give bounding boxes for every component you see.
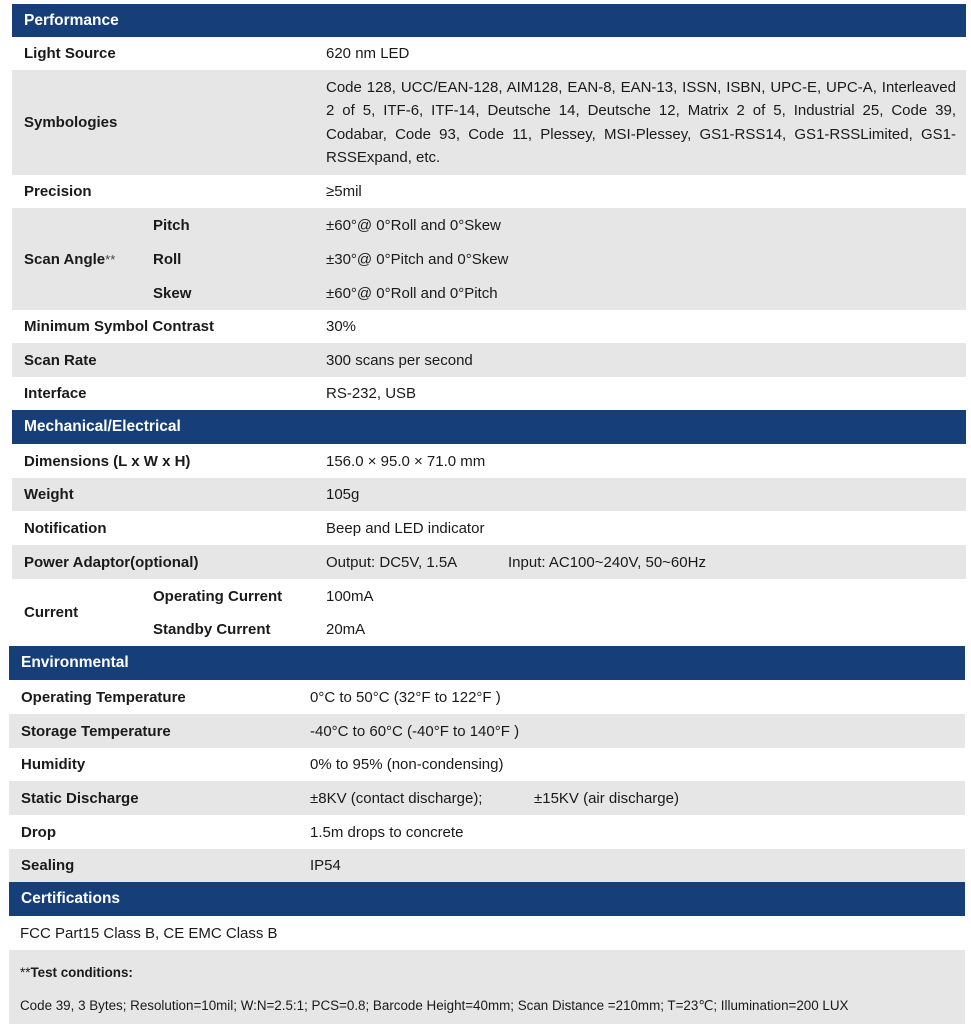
label-operating-current: Operating Current: [153, 587, 283, 605]
row-symbologies: [12, 70, 966, 175]
section-header-environmental: Environmental: [9, 646, 965, 680]
label-symbologies: Symbologies: [24, 114, 118, 131]
row-operating-temperature: [9, 680, 965, 714]
label-roll: Roll: [153, 250, 182, 268]
scan-angle-text: Scan Angle: [24, 250, 106, 268]
section-header-performance: Performance: [12, 4, 966, 37]
label-notification: Notification: [24, 519, 107, 537]
label-weight: Weight: [24, 486, 74, 503]
value-skew: ±60°@ 0°Roll and 0°Pitch: [326, 284, 498, 302]
row-scan-angle: [12, 208, 966, 310]
value-operating-temperature: 0°C to 50°C (32°F to 122°F ): [310, 688, 501, 706]
row-humidity: [9, 748, 965, 781]
label-light-source: Light Source: [24, 45, 116, 62]
value-precision: ≥5mil: [326, 183, 362, 200]
value-notification: Beep and LED indicator: [326, 519, 485, 537]
value-drop: 1.5m drops to concrete: [310, 823, 464, 841]
value-interface: RS-232, USB: [326, 385, 417, 402]
label-storage-temperature: Storage Temperature: [21, 722, 171, 740]
row-static-discharge: [9, 781, 965, 815]
label-interface: Interface: [24, 385, 87, 402]
label-operating-temperature: Operating Temperature: [21, 688, 186, 706]
value-symbologies-cell: [326, 70, 956, 175]
row-notification: [12, 511, 966, 545]
section-header-mechanical: Mechanical/Electrical: [12, 410, 966, 444]
value-dimensions: 156.0 × 95.0 × 71.0 mm: [326, 452, 486, 470]
row-min-contrast: [12, 310, 966, 343]
value-power-output: Output: DC5V, 1.5A: [326, 553, 458, 571]
value-symbologies: Code 128, UCC/EAN-128, AIM128, EAN-8, EAN-13, ISSN, ISBN, UPC-E, UPC-A, Interleaved 2 of 5, ITF-6, ITF-14, Deutsche 14, Deutsche 12, Matrix 2 of 5, Industrial 25, Code 39, Codabar, Code 93, Code 11, Plessey, MSI-Plessey, GS1-RSS14, GS1-RSSLimited, GS1-RSSExpand, etc.: [326, 78, 956, 166]
value-standby-current: 20mA: [326, 621, 366, 638]
test-conditions-mark: **: [20, 965, 31, 980]
row-power-adaptor: [12, 545, 966, 579]
value-static-air: ±15KV (air discharge): [534, 789, 679, 807]
value-scan-rate: 300 scans per second: [326, 351, 473, 369]
row-certifications: [9, 916, 965, 950]
test-conditions-label: Test conditions:: [30, 965, 133, 980]
label-power-adaptor: Power Adaptor(optional): [24, 553, 199, 571]
section-header-certifications: Certifications: [9, 882, 965, 916]
row-weight: [12, 478, 966, 511]
label-skew: Skew: [153, 284, 192, 302]
value-operating-current: 100mA: [326, 587, 374, 605]
row-interface: [12, 377, 966, 410]
row-drop: [9, 815, 965, 849]
value-humidity: 0% to 95% (non-condensing): [310, 756, 504, 773]
label-dimensions: Dimensions (L x W x H): [24, 452, 191, 470]
value-min-contrast: 30%: [326, 318, 357, 335]
row-light-source: [12, 37, 966, 70]
value-storage-temperature: -40°C to 60°C (-40°F to 140°F ): [310, 722, 520, 740]
value-pitch: ±60°@ 0°Roll and 0°Skew: [326, 216, 501, 234]
row-scan-rate: [12, 343, 966, 377]
label-drop: Drop: [21, 823, 56, 841]
label-min-contrast: Minimum Symbol Contrast: [24, 318, 215, 335]
value-light-source: 620 nm LED: [326, 45, 410, 62]
label-precision: Precision: [24, 183, 92, 200]
label-current: Current: [24, 604, 79, 621]
label-static-discharge: Static Discharge: [21, 789, 139, 807]
row-precision: [12, 175, 966, 208]
value-power-input: Input: AC100~240V, 50~60Hz: [508, 553, 706, 571]
test-conditions-heading: [20, 965, 133, 980]
value-certifications: FCC Part15 Class B, CE EMC Class B: [20, 924, 278, 942]
row-storage-temperature: [9, 714, 965, 748]
scan-angle-mark: **: [105, 251, 116, 267]
label-scan-rate: Scan Rate: [24, 351, 97, 369]
value-roll: ±30°@ 0°Pitch and 0°Skew: [326, 250, 509, 268]
row-dimensions: [12, 444, 966, 478]
label-pitch: Pitch: [153, 216, 190, 234]
row-sealing: [9, 849, 965, 882]
label-humidity: Humidity: [21, 756, 86, 773]
value-weight: 105g: [326, 486, 360, 503]
label-sealing: Sealing: [21, 857, 75, 874]
label-standby-current: Standby Current: [153, 621, 271, 638]
row-current: [12, 579, 966, 646]
label-scan-angle: [24, 208, 115, 310]
value-sealing: IP54: [310, 857, 341, 874]
test-conditions-text: Code 39, 3 Bytes; Resolution=10mil; W:N=2.5:1; PCS=0.8; Barcode Height=40mm; Scan Distance =210mm; T=23℃; Illumination=200 LUX: [20, 998, 849, 1013]
value-static-contact: ±8KV (contact discharge);: [310, 789, 483, 807]
